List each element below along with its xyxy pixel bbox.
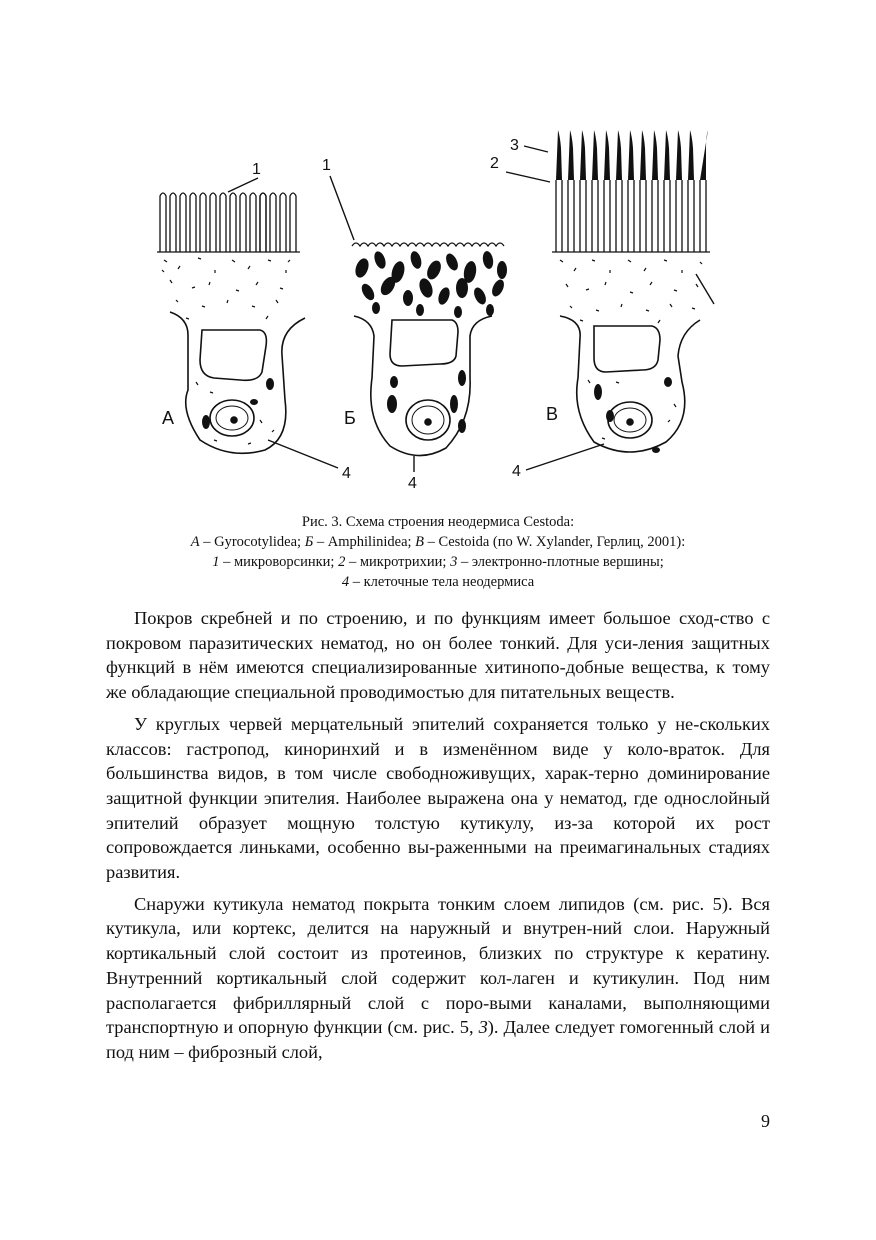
paragraph-3-part-2: ). Далее следует гомогенный слой и под ним – фиброзный слой, — [106, 1017, 770, 1062]
caption-b-text: – Amphilinidea; — [313, 534, 416, 550]
panel-a-cell — [157, 161, 351, 482]
paragraph-3-part-1: Снаружи кутикула нематод покрыта тонким слоем липидов (см. рис. 5). Вся кутикула, или кортекс, делится на наружный и внутрен-ний слои. Наружный кортикальный слой состоит из протеинов, близких по структуре к кератину. Внутренний кортикальный слой содержит кол-лаген и кутикулин. Под ним располагается фибриллярный слой с поро-выми каналами, выполняющими транспортную и опорную функции (см. рис. 5, — [106, 893, 770, 1038]
caption-n1: 1 — [212, 554, 220, 570]
paragraph-2: У круглых червей мерцательный эпителий сохраняется только у не-скольких классов: гастропод, киноринхий и в изменённом виде у коло-враток. Для большинства видов, в том числе свободноживущих, харак-терно доминирование защитной функции эпителия. Наиболее выражена она у нематод, где однослойный эпителий образует мощную толстую кутикулу, из-за которой их рост сопровождается линьками, особенно вы-раженными на преимагинальных стадиях развития. — [106, 713, 770, 883]
panel-b-callout-1: 1 — [322, 157, 331, 174]
panel-a-label: А — [162, 408, 175, 428]
caption-a-label: А — [190, 534, 200, 550]
panel-b-cell — [322, 157, 507, 492]
panel-c-vacuole — [594, 326, 660, 372]
caption-c-text: – Cestoida (по W. Xylander, Герлиц, 2001): — [424, 534, 686, 550]
figure-caption — [106, 512, 770, 592]
caption-t2: – микротрихии; — [345, 554, 451, 570]
caption-title: Рис. 3. Схема строения неодермиса Cestoda: — [301, 514, 575, 530]
panel-a-callout-4: 4 — [342, 465, 351, 482]
panel-b-vacuole — [390, 320, 458, 366]
panel-b-label: Б — [344, 408, 356, 428]
caption-t1: – микроворсинки; — [219, 554, 339, 570]
page-number: 9 — [761, 1111, 770, 1131]
caption-line-4 — [106, 572, 770, 592]
body-text — [106, 606, 770, 1072]
panel-a-vacuole — [200, 330, 266, 380]
caption-t4: – клеточные тела неодермиса — [349, 574, 535, 590]
panel-c-label: В — [546, 404, 559, 424]
caption-n4: 4 — [341, 574, 350, 590]
caption-line-2 — [106, 532, 770, 552]
panel-c-callout-3: 3 — [510, 137, 519, 154]
panel-b-cell-body — [354, 316, 492, 456]
panel-c-speckles — [560, 260, 702, 323]
caption-line-3 — [106, 552, 770, 572]
caption-n3: 3 — [450, 554, 458, 570]
panel-c-cell — [490, 130, 714, 480]
panel-c-callout-4: 4 — [512, 463, 521, 480]
figure-neodermis-schema — [140, 120, 740, 500]
paragraph-3 — [106, 892, 770, 1065]
panel-a-cell-body — [170, 312, 305, 453]
caption-t3: – электронно-плотные вершины; — [457, 554, 664, 570]
panel-a-callout-1: 1 — [252, 161, 261, 178]
panel-b-granules — [353, 250, 507, 318]
caption-c-label: В — [415, 534, 425, 550]
paragraph-1: Покров скребней и по строению, и по функциям имеет большое сход-ство с покровом паразитических нематод, но он более тонкий. Для уси-ления защитных функций в нём имеются специализированные хитинопо-добные вещества, к тому же обладающие специальной проводимостью для питательных веществ. — [106, 608, 770, 703]
panel-a-microvilli — [157, 193, 300, 252]
caption-n2: 2 — [338, 554, 346, 570]
panel-b-callout-4: 4 — [408, 475, 417, 492]
paragraph-3-italic: 3 — [478, 1017, 488, 1038]
caption-a-text: – Gyrocotylidea; — [199, 534, 305, 550]
panel-c-dense-tips — [556, 130, 708, 180]
panel-b-microvilli — [352, 243, 504, 246]
panel-c-microtriches — [552, 180, 710, 252]
panel-c-callout-2: 2 — [490, 155, 499, 172]
caption-b-label: Б — [304, 534, 314, 550]
panel-a-speckles — [162, 258, 290, 319]
